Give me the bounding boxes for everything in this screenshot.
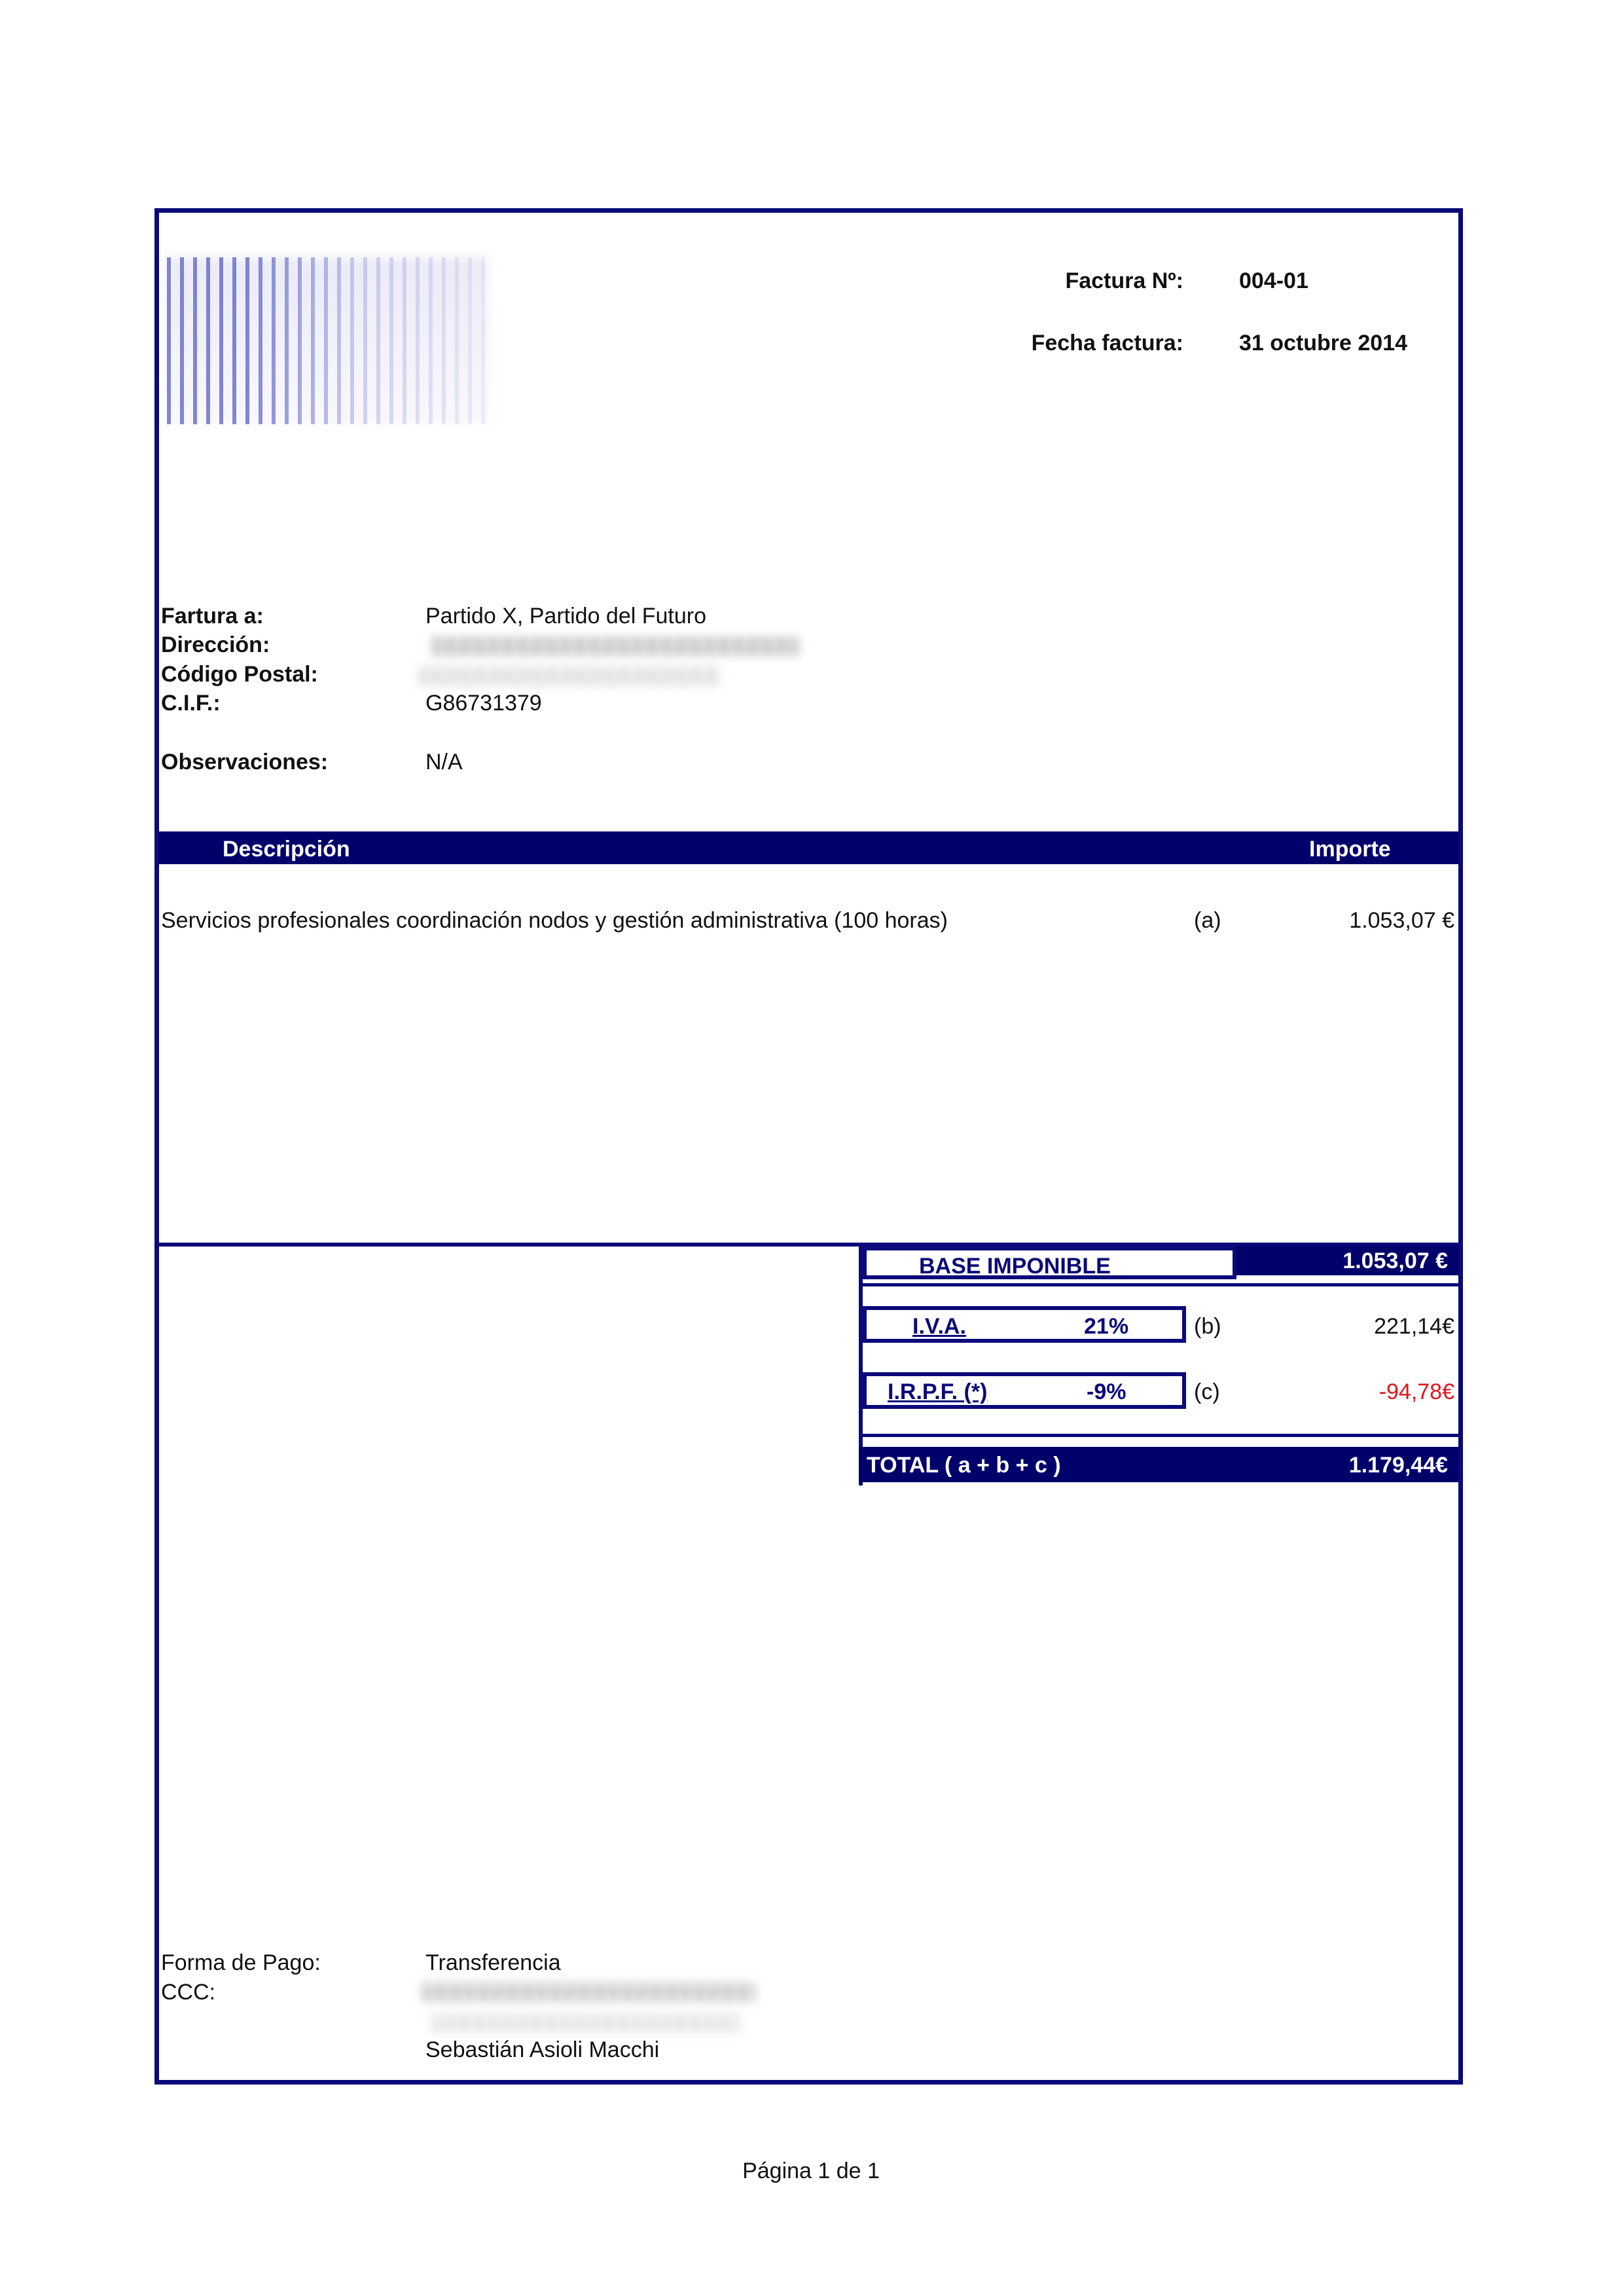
iva-label: I.V.A. <box>912 1314 966 1339</box>
bill-to-label: Fartura a: <box>161 604 264 629</box>
cif-value: G86731379 <box>425 691 542 716</box>
invoice-date: 31 octubre 2014 <box>1239 331 1408 355</box>
irpf-value: -94,78€ <box>1379 1379 1454 1404</box>
payment-method-label: Forma de Pago: <box>161 1950 321 1975</box>
invoice-number-label: Factura Nº: <box>1065 268 1183 293</box>
cif-label: C.I.F.: <box>161 691 221 716</box>
ccc-redacted <box>422 1982 756 2002</box>
column-description-header: Descripción <box>223 837 350 862</box>
company-logo <box>167 257 488 424</box>
bill-to-value: Partido X, Partido del Futuro <box>425 604 707 629</box>
iva-box <box>863 1306 1186 1343</box>
base-label: BASE IMPONIBLE <box>919 1254 1111 1279</box>
invoice-number: 004-01 <box>1239 268 1308 293</box>
postal-code-redacted <box>419 666 720 686</box>
column-amount-header: Importe <box>1309 837 1391 862</box>
ccc-label: CCC: <box>161 1980 216 2005</box>
irpf-label: I.R.P.F. (*) <box>888 1379 988 1404</box>
ccc-redacted-2 <box>432 2013 740 2033</box>
total-value: 1.179,44€ <box>1348 1453 1448 1478</box>
page-number: Página 1 de 1 <box>742 2159 880 2183</box>
address-label: Dirección: <box>161 632 270 657</box>
total-bar <box>859 1447 1458 1482</box>
base-value: 1.053,07 € <box>1236 1247 1458 1275</box>
address-redacted <box>432 636 799 656</box>
iva-rate: 21% <box>1084 1314 1129 1339</box>
line-item-description: Servicios profesionales coordinación nodos y gestión administrativa (100 horas) <box>161 908 948 933</box>
invoice-frame <box>154 208 1463 2085</box>
totals-separator-2 <box>863 1434 1458 1437</box>
notes-label: Observaciones: <box>161 750 329 774</box>
irpf-rate: -9% <box>1087 1379 1126 1404</box>
irpf-ref: (c) <box>1194 1379 1220 1404</box>
table-header <box>159 831 1458 864</box>
totals-separator-1 <box>863 1283 1458 1286</box>
iva-value: 221,14€ <box>1374 1314 1454 1339</box>
line-item-amount: 1.053,07 € <box>1349 908 1454 933</box>
payment-method-value: Transferencia <box>425 1950 561 1975</box>
total-label: TOTAL ( a + b + c ) <box>867 1453 1061 1478</box>
notes-value: N/A <box>425 750 463 774</box>
invoice-date-label: Fecha factura: <box>1031 331 1183 355</box>
account-holder: Sebastián Asioli Macchi <box>425 2037 660 2062</box>
iva-ref: (b) <box>1194 1314 1221 1339</box>
postal-code-label: Código Postal: <box>161 662 318 687</box>
line-item-ref: (a) <box>1194 908 1221 933</box>
